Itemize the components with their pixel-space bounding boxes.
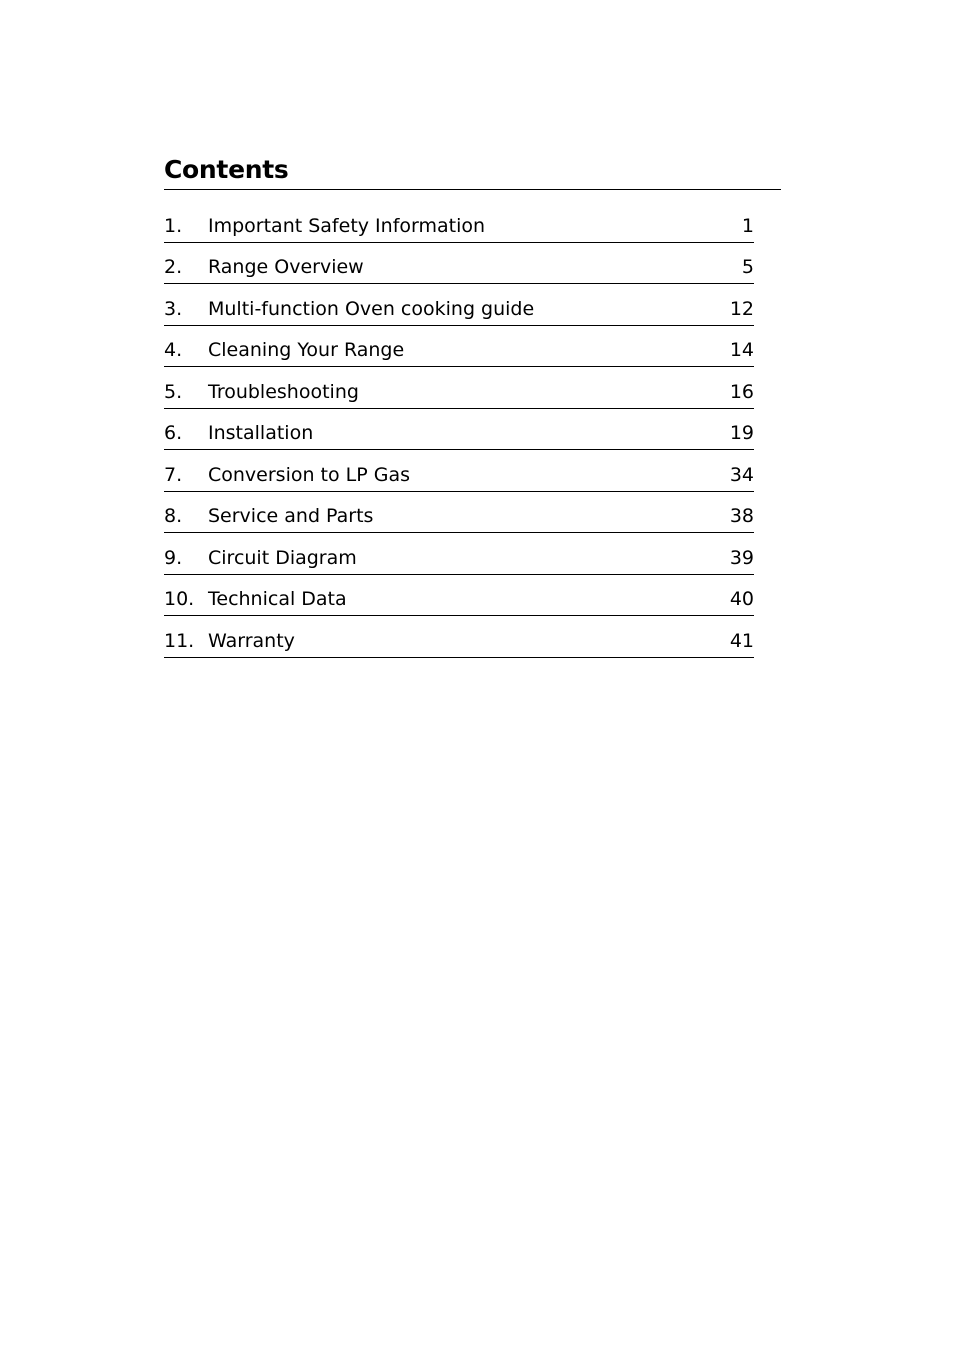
toc-number: 7. [164, 463, 183, 486]
toc-page-number: 1 [741, 214, 754, 237]
toc-number: 9. [164, 546, 183, 569]
toc-title: Important Safety Information [208, 214, 486, 237]
toc-title: Troubleshooting [208, 380, 359, 403]
toc-title: Range Overview [208, 256, 364, 278]
toc-number: 4. [164, 339, 183, 361]
toc-row[interactable] [164, 326, 754, 368]
toc-row[interactable] [164, 616, 754, 658]
toc-page-number: 14 [729, 339, 754, 361]
toc-title: Warranty [208, 629, 295, 652]
toc-title: Multi-function Oven cooking guide [208, 297, 535, 320]
toc-title: Installation [208, 422, 314, 444]
toc-number: 10. [164, 588, 195, 610]
toc-page-number: 5 [741, 256, 754, 278]
toc-title: Cleaning Your Range [208, 339, 405, 361]
toc-number: 5. [164, 380, 183, 403]
toc-page-number: 40 [729, 588, 754, 610]
toc-page-number: 41 [729, 629, 754, 652]
toc-list [164, 201, 754, 658]
toc-number: 1. [164, 214, 183, 237]
toc-page-number: 12 [729, 297, 754, 320]
contents-section [164, 150, 781, 658]
toc-row[interactable] [164, 533, 754, 575]
toc-row[interactable] [164, 575, 754, 617]
toc-number: 6. [164, 422, 183, 444]
toc-number: 11. [164, 629, 195, 652]
page-title: Contents [164, 150, 781, 190]
toc-row[interactable] [164, 409, 754, 451]
toc-number: 3. [164, 297, 183, 320]
toc-row[interactable] [164, 492, 754, 534]
toc-row[interactable] [164, 450, 754, 492]
toc-title: Conversion to LP Gas [208, 463, 411, 486]
toc-title: Service and Parts [208, 505, 374, 527]
toc-number: 2. [164, 256, 183, 278]
toc-page-number: 19 [729, 422, 754, 444]
toc-page-number: 38 [729, 505, 754, 527]
toc-row[interactable] [164, 367, 754, 409]
toc-row[interactable] [164, 284, 754, 326]
toc-row[interactable] [164, 201, 754, 243]
toc-page-number: 16 [729, 380, 754, 403]
toc-title: Circuit Diagram [208, 546, 357, 569]
toc-title: Technical Data [208, 588, 347, 610]
toc-page-number: 39 [729, 546, 754, 569]
toc-row[interactable] [164, 243, 754, 285]
toc-number: 8. [164, 505, 183, 527]
toc-page-number: 34 [729, 463, 754, 486]
